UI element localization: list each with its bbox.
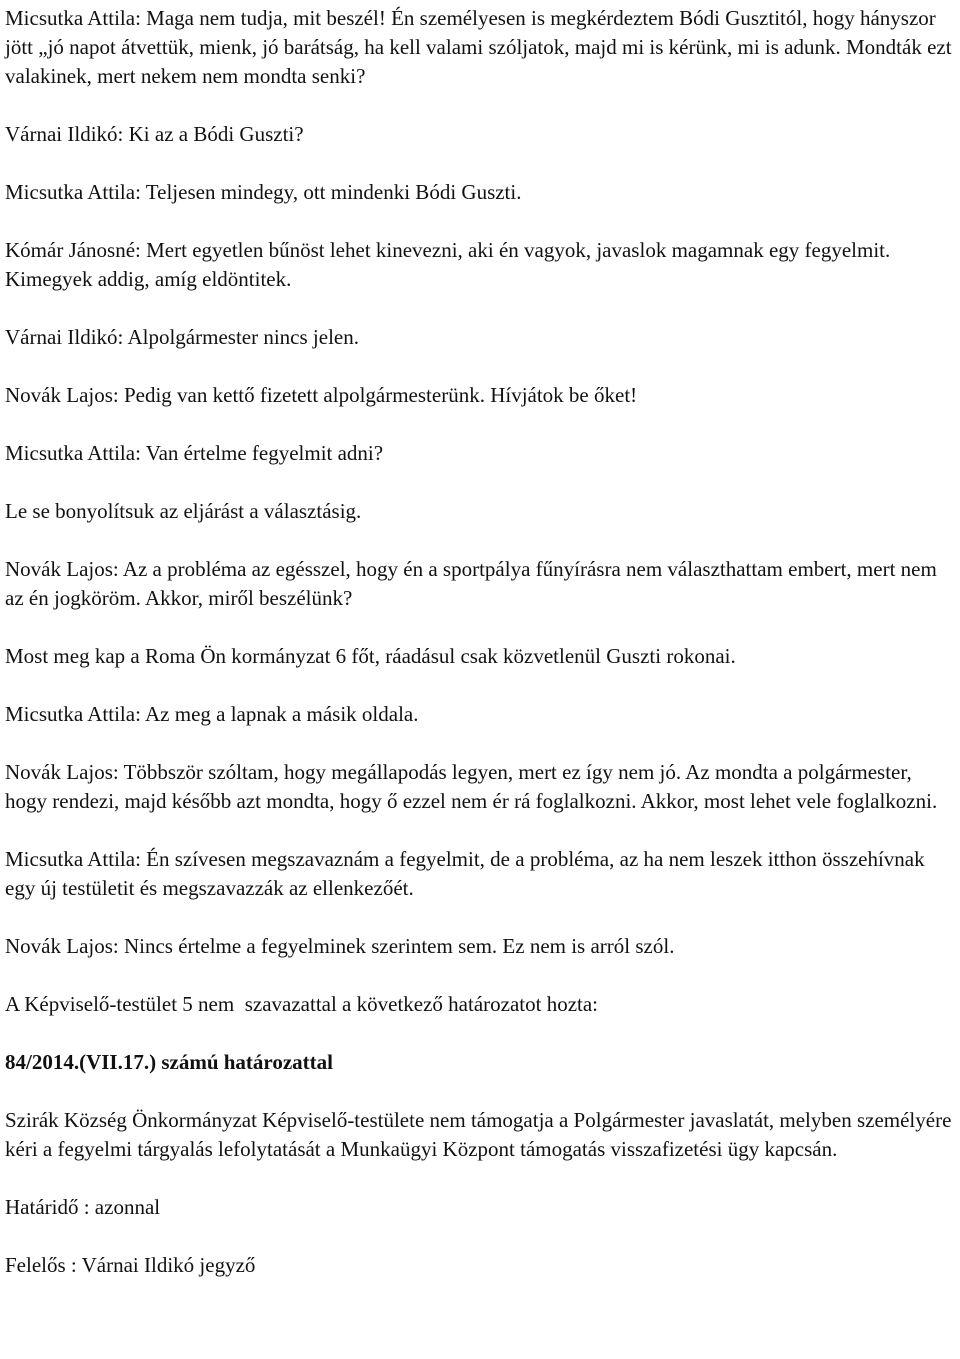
paragraph-novak-2: Novák Lajos: Az a probléma az egésszel, hogy én a sportpálya fűnyírásra nem választhattam embert, mert nem az én jogköröm. Akkor, miről beszélünk? (5, 557, 943, 610)
paragraph-micsutka-4: Micsutka Attila: Az meg a lapnak a másik oldala. (5, 702, 419, 726)
paragraph-continuation-2: Most meg kap a Roma Ön kormányzat 6 főt, ráadásul csak közvetlenül Guszti rokonai. (5, 644, 736, 668)
deadline-line: Határidő : azonnal (5, 1195, 161, 1219)
resolution-text: Szirák Község Önkormányzat Képviselő-testülete nem támogatja a Polgármester javaslatát, melyben személyére kéri a fegyelmi tárgyalás lefolytatását a Munkaügyi Központ támogatás visszafizetési ügy kapcsán. (5, 1108, 957, 1161)
paragraph-novak-1: Novák Lajos: Pedig van kettő fizetett alpolgármesterünk. Hívjátok be őket! (5, 383, 638, 407)
paragraph-varnai-2: Várnai Ildikó: Alpolgármester nincs jelen. (5, 325, 359, 349)
paragraph-continuation-1: Le se bonyolítsuk az eljárást a választásig. (5, 499, 362, 523)
paragraph-micsutka-5: Micsutka Attila: Én szívesen megszavaznám a fegyelmit, de a probléma, az ha nem leszek itthon összehívnak egy új testületit és megszavazzák az ellenkezőét. (5, 847, 930, 900)
paragraph-micsutka-1: Micsutka Attila: Maga nem tudja, mit beszél! Én személyesen is megkérdeztem Bódi Gusztitól, hogy hányszor jött „jó napot átvettük, mienk, jó barátság, ha kell valami szóljatok, majd mi is kérünk, mi is adunk. Mondták ezt valakinek, mert nekem nem mondta senki? (5, 6, 957, 88)
responsible-line: Felelős : Várnai Ildikó jegyző (5, 1253, 256, 1277)
paragraph-vote-result: A Képviselő-testület 5 nem szavazattal a következő határozatot hozta: (5, 992, 599, 1016)
paragraph-novak-4: Novák Lajos: Nincs értelme a fegyelminek szerintem sem. Ez nem is arról szól. (5, 934, 675, 958)
document-page (5, 4, 955, 1309)
paragraph-micsutka-2: Micsutka Attila: Teljesen mindegy, ott mindenki Bódi Guszti. (5, 180, 522, 204)
paragraph-varnai-1: Várnai Ildikó: Ki az a Bódi Guszti? (5, 122, 304, 146)
paragraph-micsutka-3: Micsutka Attila: Van értelme fegyelmit adni? (5, 441, 384, 465)
resolution-heading: 84/2014.(VII.17.) számú határozattal (5, 1050, 334, 1074)
paragraph-novak-3: Novák Lajos: Többször szóltam, hogy megállapodás legyen, mert ez így nem jó. Az mondta a polgármester, hogy rendezi, majd később azt mondta, hogy ő ezzel nem ér rá foglalkozni. Akkor, most lehet vele foglalkozni. (5, 760, 938, 813)
paragraph-komar-1: Kómár Jánosné: Mert egyetlen bűnöst lehet kinevezni, aki én vagyok, javaslok magamnak egy fegyelmit. Kimegyek addig, amíg eldöntitek. (5, 238, 896, 291)
